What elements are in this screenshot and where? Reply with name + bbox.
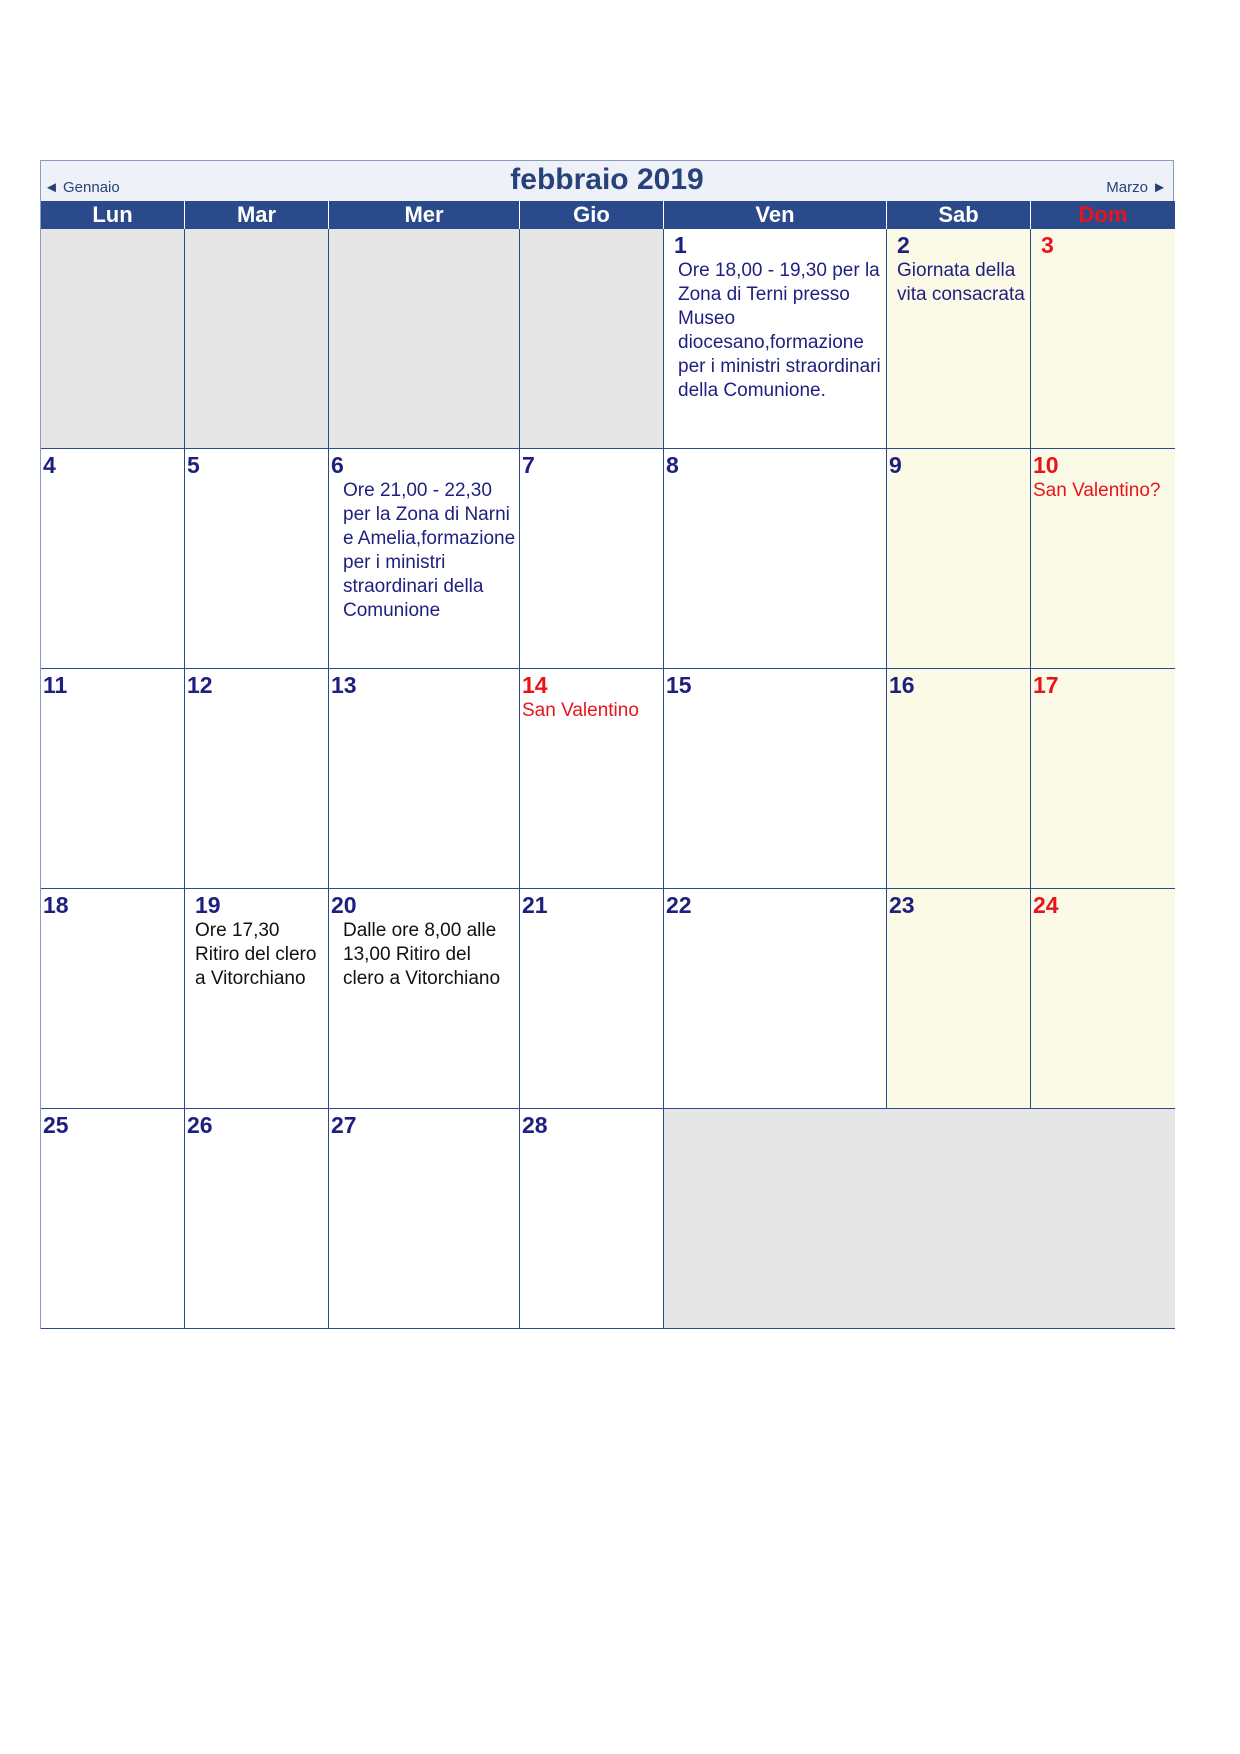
day-cell-20[interactable]	[329, 889, 520, 1109]
day-number: 28	[522, 1112, 548, 1138]
weekday-header-mon: Lun	[41, 201, 185, 229]
day-event: Ore 21,00 - 22,30 per la Zona di Narni e Amelia,formazione per i ministri straordinari della Comunione	[343, 480, 516, 621]
day-cell-19[interactable]	[185, 889, 329, 1109]
day-number: 10	[1033, 452, 1059, 478]
day-number: 21	[522, 892, 548, 918]
day-cell-22[interactable]	[664, 889, 887, 1109]
next-month-link[interactable]: Marzo ►	[1106, 179, 1167, 196]
day-cell-28[interactable]	[520, 1109, 664, 1329]
day-cell-6[interactable]	[329, 449, 520, 669]
day-cell-12[interactable]	[185, 669, 329, 889]
day-number: 27	[331, 1112, 357, 1138]
day-event: Dalle ore 8,00 alle 13,00 Ritiro del clero a Vitorchiano	[343, 920, 501, 989]
weekday-header-tue: Mar	[185, 201, 329, 229]
day-number: 26	[187, 1112, 213, 1138]
day-event: Ore 17,30 Ritiro del clero a Vitorchiano	[195, 920, 317, 989]
day-event: San Valentino?	[1033, 480, 1161, 501]
day-number: 16	[889, 672, 915, 698]
weekday-header-sun: Dom	[1031, 201, 1175, 229]
empty-day-cell	[185, 229, 329, 449]
day-number: 13	[331, 672, 357, 698]
weekday-header-sat: Sab	[887, 201, 1031, 229]
day-number: 3	[1041, 232, 1054, 258]
day-cell-10[interactable]	[1031, 449, 1175, 669]
day-number: 5	[187, 452, 200, 478]
day-number: 25	[43, 1112, 69, 1138]
day-number: 7	[522, 452, 535, 478]
day-number: 24	[1033, 892, 1059, 918]
day-cell-11[interactable]	[41, 669, 185, 889]
day-cell-3[interactable]	[1031, 229, 1175, 449]
calendar-header	[41, 161, 1173, 202]
empty-day-cell	[664, 1109, 1175, 1329]
prev-month-link[interactable]: ◄ Gennaio	[44, 179, 120, 196]
calendar	[40, 160, 1174, 1329]
day-number: 23	[889, 892, 915, 918]
day-cell-23[interactable]	[887, 889, 1031, 1109]
day-cell-13[interactable]	[329, 669, 520, 889]
day-number: 6	[331, 452, 344, 478]
day-cell-24[interactable]	[1031, 889, 1175, 1109]
day-event: San Valentino	[522, 700, 639, 721]
weekday-header-fri: Ven	[664, 201, 887, 229]
day-event: Giornata della vita consacrata	[897, 260, 1025, 305]
day-number: 15	[666, 672, 692, 698]
day-number: 14	[522, 672, 548, 698]
day-number: 19	[195, 892, 221, 918]
empty-day-cell	[329, 229, 520, 449]
day-number: 11	[43, 672, 68, 698]
day-cell-8[interactable]	[664, 449, 887, 669]
day-cell-5[interactable]	[185, 449, 329, 669]
day-cell-4[interactable]	[41, 449, 185, 669]
day-number: 20	[331, 892, 357, 918]
empty-day-cell	[41, 229, 185, 449]
calendar-grid	[41, 201, 1173, 1329]
day-number: 22	[666, 892, 692, 918]
day-number: 18	[43, 892, 69, 918]
day-cell-9[interactable]	[887, 449, 1031, 669]
day-number: 9	[889, 452, 902, 478]
day-cell-21[interactable]	[520, 889, 664, 1109]
day-cell-17[interactable]	[1031, 669, 1175, 889]
day-cell-26[interactable]	[185, 1109, 329, 1329]
day-cell-14[interactable]	[520, 669, 664, 889]
weekday-header-wed: Mer	[329, 201, 520, 229]
weekday-header-thu: Gio	[520, 201, 664, 229]
day-number: 12	[187, 672, 213, 698]
month-title: febbraio 2019	[510, 163, 704, 196]
day-cell-1[interactable]	[664, 229, 887, 449]
day-number: 17	[1033, 672, 1059, 698]
day-cell-7[interactable]	[520, 449, 664, 669]
day-cell-16[interactable]	[887, 669, 1031, 889]
day-event: Ore 18,00 - 19,30 per la Zona di Terni presso Museo diocesano,formazione per i ministri straordinari della Comunione.	[678, 260, 881, 401]
day-cell-25[interactable]	[41, 1109, 185, 1329]
day-number: 4	[43, 452, 56, 478]
day-cell-15[interactable]	[664, 669, 887, 889]
day-cell-2[interactable]	[887, 229, 1031, 449]
day-number: 1	[674, 232, 687, 258]
day-cell-18[interactable]	[41, 889, 185, 1109]
day-number: 8	[666, 452, 679, 478]
day-number: 2	[897, 232, 910, 258]
empty-day-cell	[520, 229, 664, 449]
day-cell-27[interactable]	[329, 1109, 520, 1329]
